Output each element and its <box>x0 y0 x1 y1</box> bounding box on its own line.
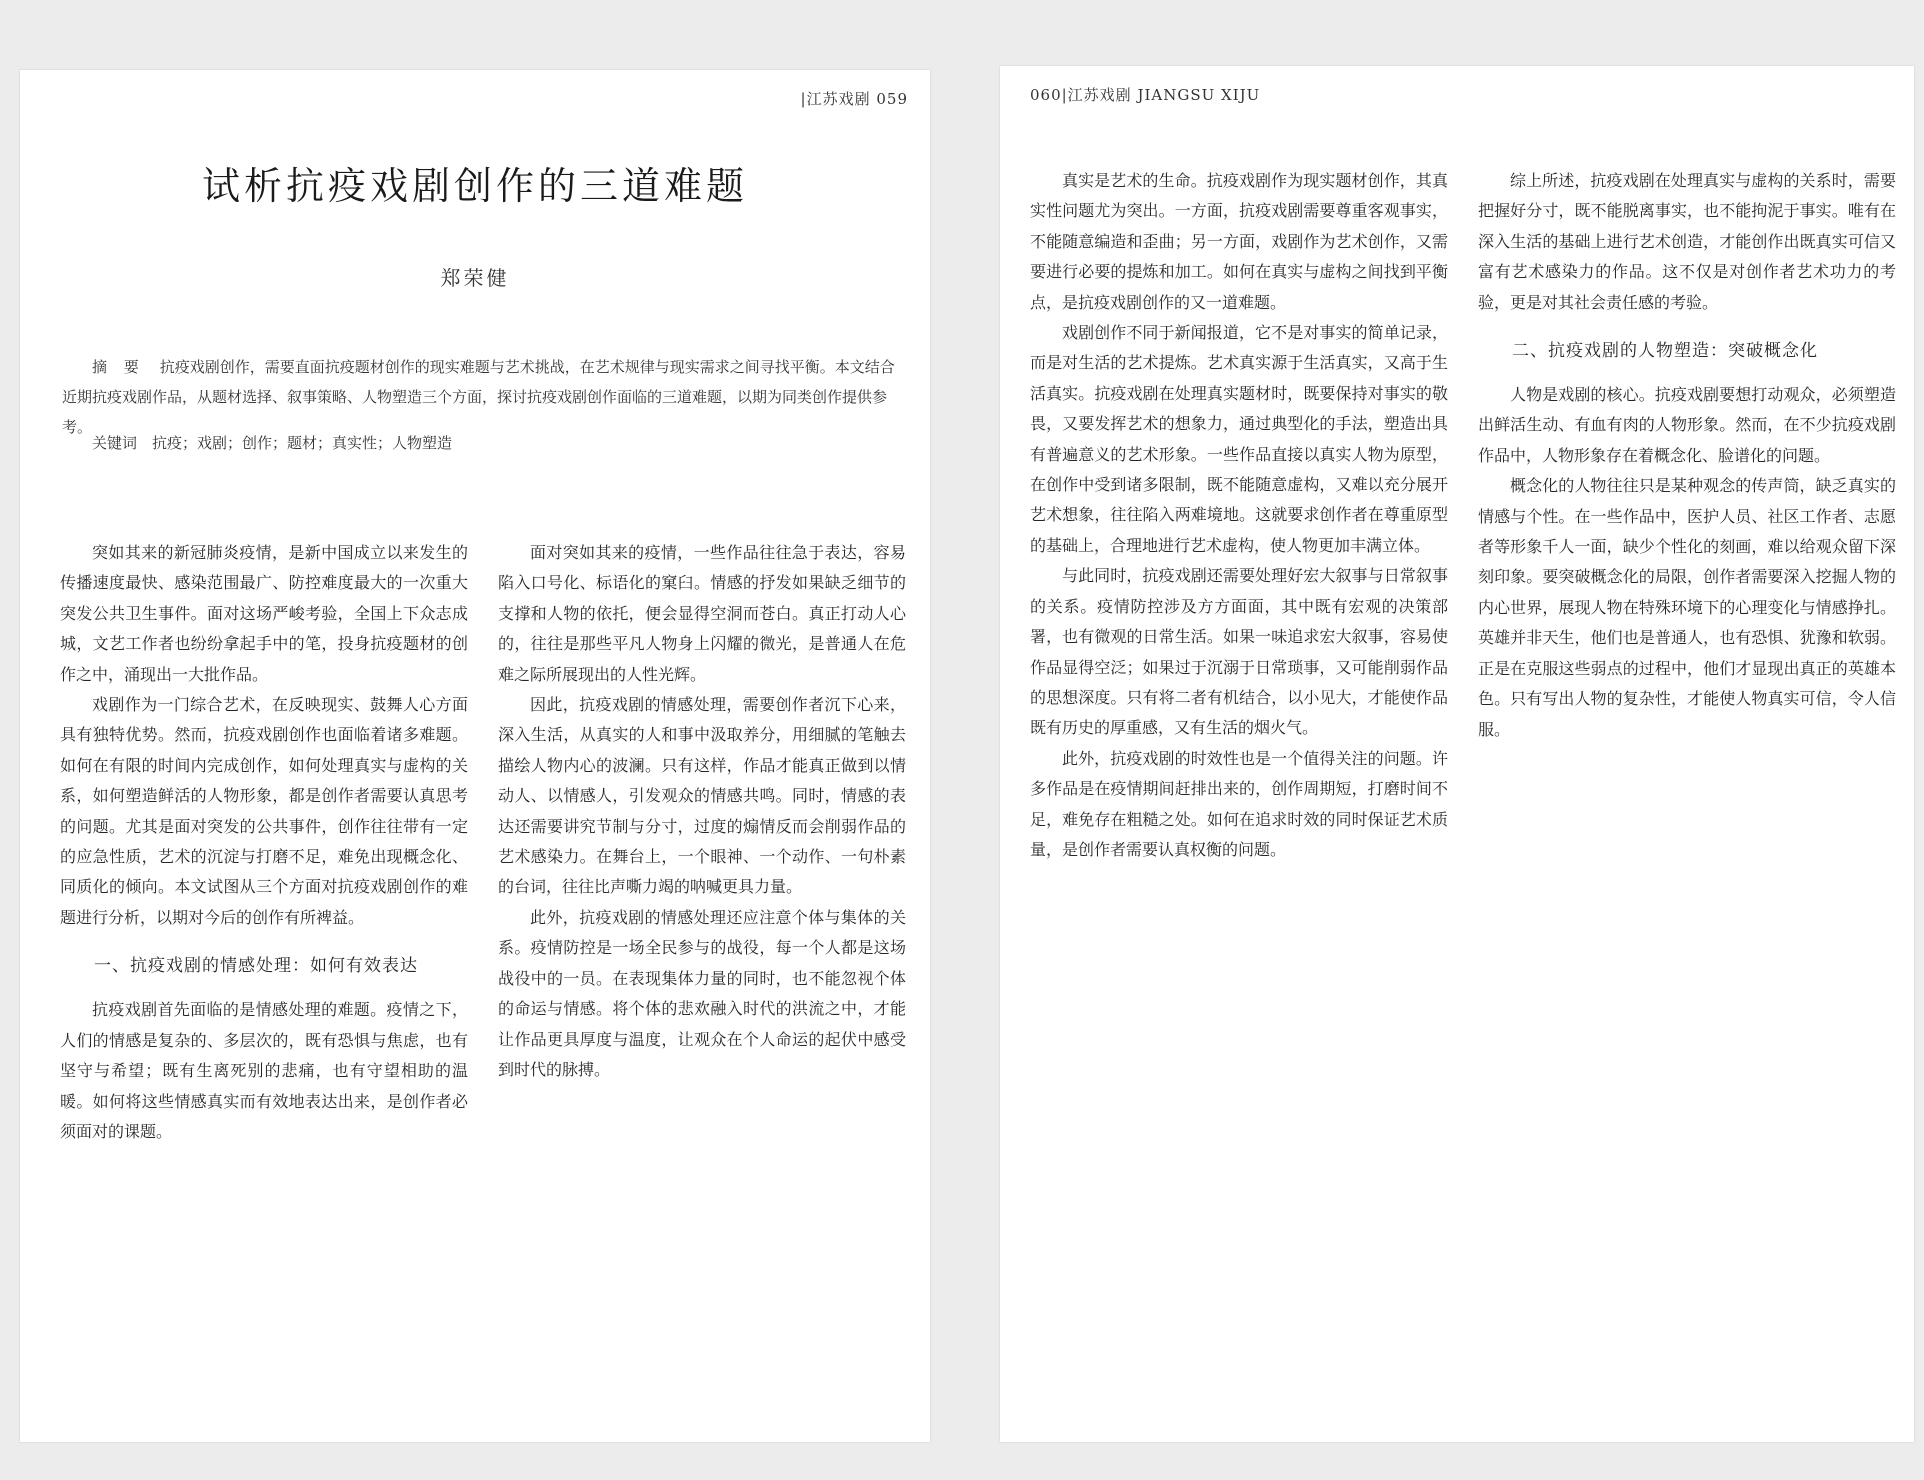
body-paragraph: 戏剧创作不同于新闻报道，它不是对事实的简单记录，而是对生活的艺术提炼。艺术真实源于生活真实，又高于生活真实。抗疫戏剧在处理真实题材时，既要保持对事实的敬畏，又要发挥艺术的想象力，通过典型化的手法，塑造出具有普遍意义的艺术形象。一些作品直接以真实人物为原型，在创作中受到诸多限制，既不能随意虚构，又难以充分展开艺术想象，往往陷入两难境地。这就要求创作者在尊重原型的基础上，合理地进行艺术虚构，使人物更加丰满立体。 <box>1030 323 1448 555</box>
running-head: 060|江苏戏剧 JIANGSU XIJU <box>1030 86 1261 104</box>
body-column-3 <box>1030 166 1448 1416</box>
body-column-4 <box>1478 166 1896 1416</box>
body-paragraph: 戏剧作为一门综合艺术，在反映现实、鼓舞人心方面具有独特优势。然而，抗疫戏剧创作也面临着诸多难题。如何在有限的时间内完成创作，如何处理真实与虚构的关系，如何塑造鲜活的人物形象，都是创作者需要认真思考的问题。尤其是面对突发的公共事件，创作往往带有一定的应急性质，艺术的沉淀与打磨不足，难免出现概念化、同质化的倾向。本文试图从三个方面对抗疫戏剧创作的难题进行分析，以期对今后的创作有所裨益。 <box>60 695 468 927</box>
body-paragraph: 与此同时，抗疫戏剧还需要处理好宏大叙事与日常叙事的关系。疫情防控涉及方方面面，其中既有宏观的决策部署，也有微观的日常生活。如果一味追求宏大叙事，容易使作品显得空泛；如果过于沉溺于日常琐事，又可能削弱作品的思想深度。只有将二者有机结合，以小见大，才能使作品既有历史的厚重感，又有生活的烟火气。 <box>1030 566 1448 738</box>
keywords-label: 关键词 <box>92 434 138 452</box>
body-paragraph: 因此，抗疫戏剧的情感处理，需要创作者沉下心来，深入生活，从真实的人和事中汲取养分，用细腻的笔触去描绘人物内心的波澜。只有这样，作品才能真正做到以情动人、以情感人，引发观众的情感共鸣。同时，情感的表达还需要讲究节制与分寸，过度的煽情反而会削弱作品的艺术感染力。在舞台上，一个眼神、一个动作、一句朴素的台词，往往比声嘶力竭的呐喊更具力量。 <box>498 695 906 897</box>
abstract-text: 抗疫戏剧创作，需要直面抗疫题材创作的现实难题与艺术挑战，在艺术规律与现实需求之间寻找平衡。本文结合近期抗疫戏剧作品，从题材选择、叙事策略、人物塑造三个方面，探讨抗疫戏剧创作面临的三道难题，以期为同类创作提供参考。 <box>62 358 895 436</box>
body-paragraph: 真实是艺术的生命。抗疫戏剧作为现实题材创作，其真实性问题尤为突出。一方面，抗疫戏剧需要尊重客观事实，不能随意编造和歪曲；另一方面，戏剧作为艺术创作，又需要进行必要的提炼和加工。如何在真实与虚构之间找到平衡点，是抗疫戏剧创作的又一道难题。 <box>1030 171 1448 312</box>
section-heading: 二、抗疫戏剧的人物塑造：突破概念化 <box>1512 341 1818 362</box>
body-paragraph: 面对突如其来的疫情，一些作品往往急于表达，容易陷入口号化、标语化的窠臼。情感的抒发如果缺乏细节的支撑和人物的依托，便会显得空洞而苍白。真正打动人心的，往往是那些平凡人物身上闪耀的微光，是普通人在危难之际所展现出的人性光辉。 <box>498 543 906 684</box>
author-name: 郑荣健 <box>440 266 510 290</box>
body-column-2 <box>498 538 906 1418</box>
body-paragraph: 人物是戏剧的核心。抗疫戏剧要想打动观众，必须塑造出鲜活生动、有血有肉的人物形象。然而，在不少抗疫戏剧作品中，人物形象存在着概念化、脸谱化的问题。 <box>1478 385 1896 465</box>
left-page <box>20 70 930 1442</box>
body-paragraph: 此外，抗疫戏剧的时效性也是一个值得关注的问题。许多作品是在疫情期间赶排出来的，创作周期短，打磨时间不足，难免存在粗糙之处。如何在追求时效的同时保证艺术质量，是创作者需要认真权衡的问题。 <box>1030 748 1448 859</box>
body-column-1 <box>60 538 468 1418</box>
body-paragraph: 抗疫戏剧首先面临的是情感处理的难题。疫情之下，人们的情感是复杂的、多层次的，既有恐惧与焦虑，也有坚守与希望；既有生离死别的悲痛，也有守望相助的温暖。如何将这些情感真实而有效地表达出来，是创作者必须面对的课题。 <box>60 1000 468 1141</box>
body-paragraph: 突如其来的新冠肺炎疫情，是新中国成立以来发生的传播速度最快、感染范围最广、防控难度最大的一次重大突发公共卫生事件。面对这场严峻考验，全国上下众志成城，文艺工作者也纷纷拿起手中的笔，投身抗疫题材的创作之中，涌现出一大批作品。 <box>60 543 468 684</box>
keywords-text: 抗疫；戏剧；创作；题材；真实性；人物塑造 <box>152 434 453 452</box>
running-head: |江苏戏剧 059 <box>800 90 908 108</box>
body-paragraph: 综上所述，抗疫戏剧在处理真实与虚构的关系时，需要把握好分寸，既不能脱离事实，也不能拘泥于事实。唯有在深入生活的基础上进行艺术创造，才能创作出既真实可信又富有艺术感染力的作品。这不仅是对创作者艺术功力的考验，更是对其社会责任感的考验。 <box>1478 171 1896 312</box>
body-paragraph: 概念化的人物往往只是某种观念的传声筒，缺乏真实的情感与个性。在一些作品中，医护人员、社区工作者、志愿者等形象千人一面，缺少个性化的刻画，难以给观众留下深刻印象。要突破概念化的局限，创作者需要深入挖掘人物的内心世界，展现人物在特殊环境下的心理变化与情感挣扎。英雄并非天生，他们也是普通人，也有恐惧、犹豫和软弱。正是在克服这些弱点的过程中，他们才显现出真正的英雄本色。只有写出人物的复杂性，才能使人物真实可信，令人信服。 <box>1478 476 1896 739</box>
right-page <box>1000 66 1914 1442</box>
body-paragraph: 此外，抗疫戏剧的情感处理还应注意个体与集体的关系。疫情防控是一场全民参与的战役，每一个人都是这场战役中的一员。在表现集体力量的同时，也不能忽视个体的命运与情感。将个体的悲欢融入时代的洪流之中，才能让作品更具厚度与温度，让观众在个人命运的起伏中感受到时代的脉搏。 <box>498 907 906 1079</box>
keywords <box>62 428 900 458</box>
article-title: 试析抗疫戏剧创作的三道难题 <box>201 164 748 208</box>
section-heading: 一、抗疫戏剧的情感处理：如何有效表达 <box>94 956 418 977</box>
abstract-label: 摘 要 <box>92 358 145 376</box>
